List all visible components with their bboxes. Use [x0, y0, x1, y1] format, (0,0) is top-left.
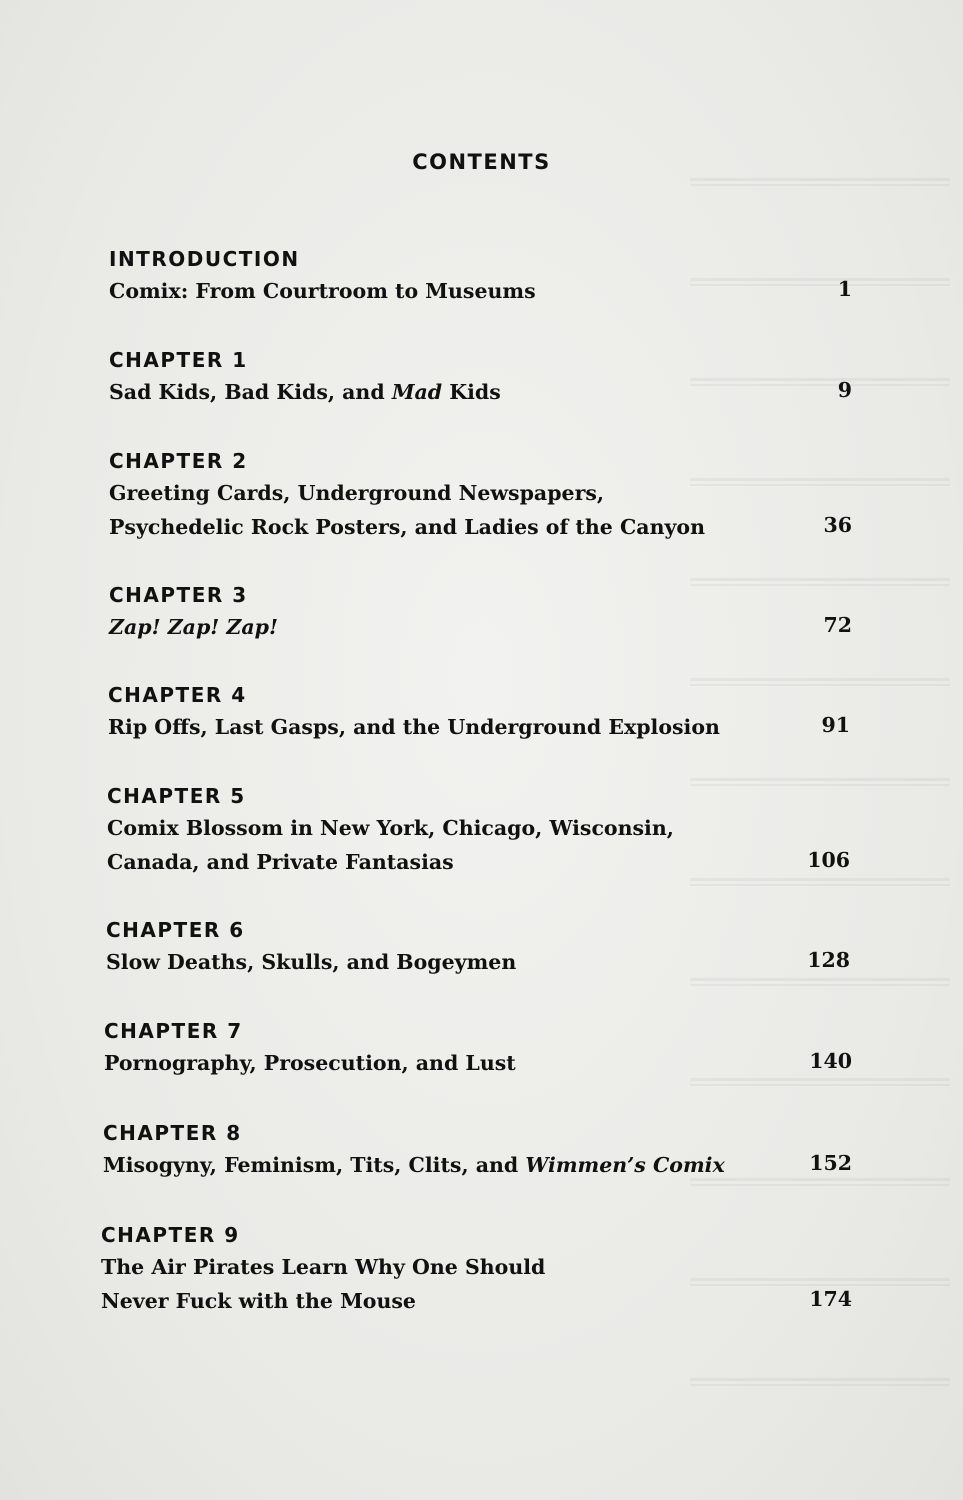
toc-entry — [101, 1220, 852, 1318]
page-number: 128 — [807, 948, 850, 972]
toc-entry — [103, 1118, 852, 1182]
contents-heading: CONTENTS — [412, 150, 551, 174]
chapter-label: CHAPTER 9 — [101, 1223, 240, 1247]
chapter-label: CHAPTER 5 — [107, 784, 246, 808]
toc-entry — [107, 781, 850, 879]
toc-entry — [109, 244, 852, 308]
chapter-title-line: Pornography, Prosecution, and Lust — [104, 1051, 516, 1075]
chapter-title-line: Never Fuck with the Mouse — [101, 1289, 416, 1313]
chapter-title-line: Zap! Zap! Zap! — [109, 615, 279, 639]
chapter-title-line: Greeting Cards, Underground Newspapers, — [109, 481, 605, 505]
toc-entry — [104, 1016, 852, 1080]
page-number: 152 — [809, 1151, 852, 1175]
chapter-label: INTRODUCTION — [109, 247, 300, 271]
page-number: 1 — [837, 277, 852, 301]
page-number: 9 — [837, 378, 852, 402]
chapter-title-line: Comix: From Courtroom to Museums — [109, 279, 536, 303]
chapter-title-line: Comix Blossom in New York, Chicago, Wisconsin, — [107, 816, 674, 840]
chapter-label: CHAPTER 3 — [109, 583, 248, 607]
page-number: 91 — [821, 713, 850, 737]
chapter-title-line: Rip Offs, Last Gasps, and the Underground Explosion — [108, 715, 720, 739]
chapter-label: CHAPTER 1 — [109, 348, 248, 372]
chapter-title-line: Misogyny, Feminism, Tits, Clits, and Wimmen’s Comix — [103, 1153, 725, 1177]
chapter-label: CHAPTER 4 — [108, 683, 247, 707]
chapter-label: CHAPTER 8 — [103, 1121, 242, 1145]
page-number: 174 — [809, 1287, 852, 1311]
chapter-title-line: Slow Deaths, Skulls, and Bogeymen — [106, 950, 517, 974]
show-through-text — [690, 150, 950, 1400]
toc-entry — [106, 915, 850, 979]
toc-entry — [109, 580, 852, 644]
chapter-title-line: Psychedelic Rock Posters, and Ladies of the Canyon — [109, 515, 705, 539]
page-number: 72 — [823, 613, 852, 637]
toc-entry — [108, 680, 850, 744]
chapter-label: CHAPTER 6 — [106, 918, 245, 942]
chapter-title-line: The Air Pirates Learn Why One Should — [101, 1255, 546, 1279]
chapter-title-line: Sad Kids, Bad Kids, and Mad Kids — [109, 380, 501, 404]
page-number: 140 — [809, 1049, 852, 1073]
toc-entry — [109, 446, 852, 544]
page-number: 36 — [823, 513, 852, 537]
page-number: 106 — [807, 848, 850, 872]
toc-entry — [109, 345, 852, 409]
chapter-label: CHAPTER 2 — [109, 449, 248, 473]
chapter-label: CHAPTER 7 — [104, 1019, 243, 1043]
chapter-title-line: Canada, and Private Fantasias — [107, 850, 454, 874]
